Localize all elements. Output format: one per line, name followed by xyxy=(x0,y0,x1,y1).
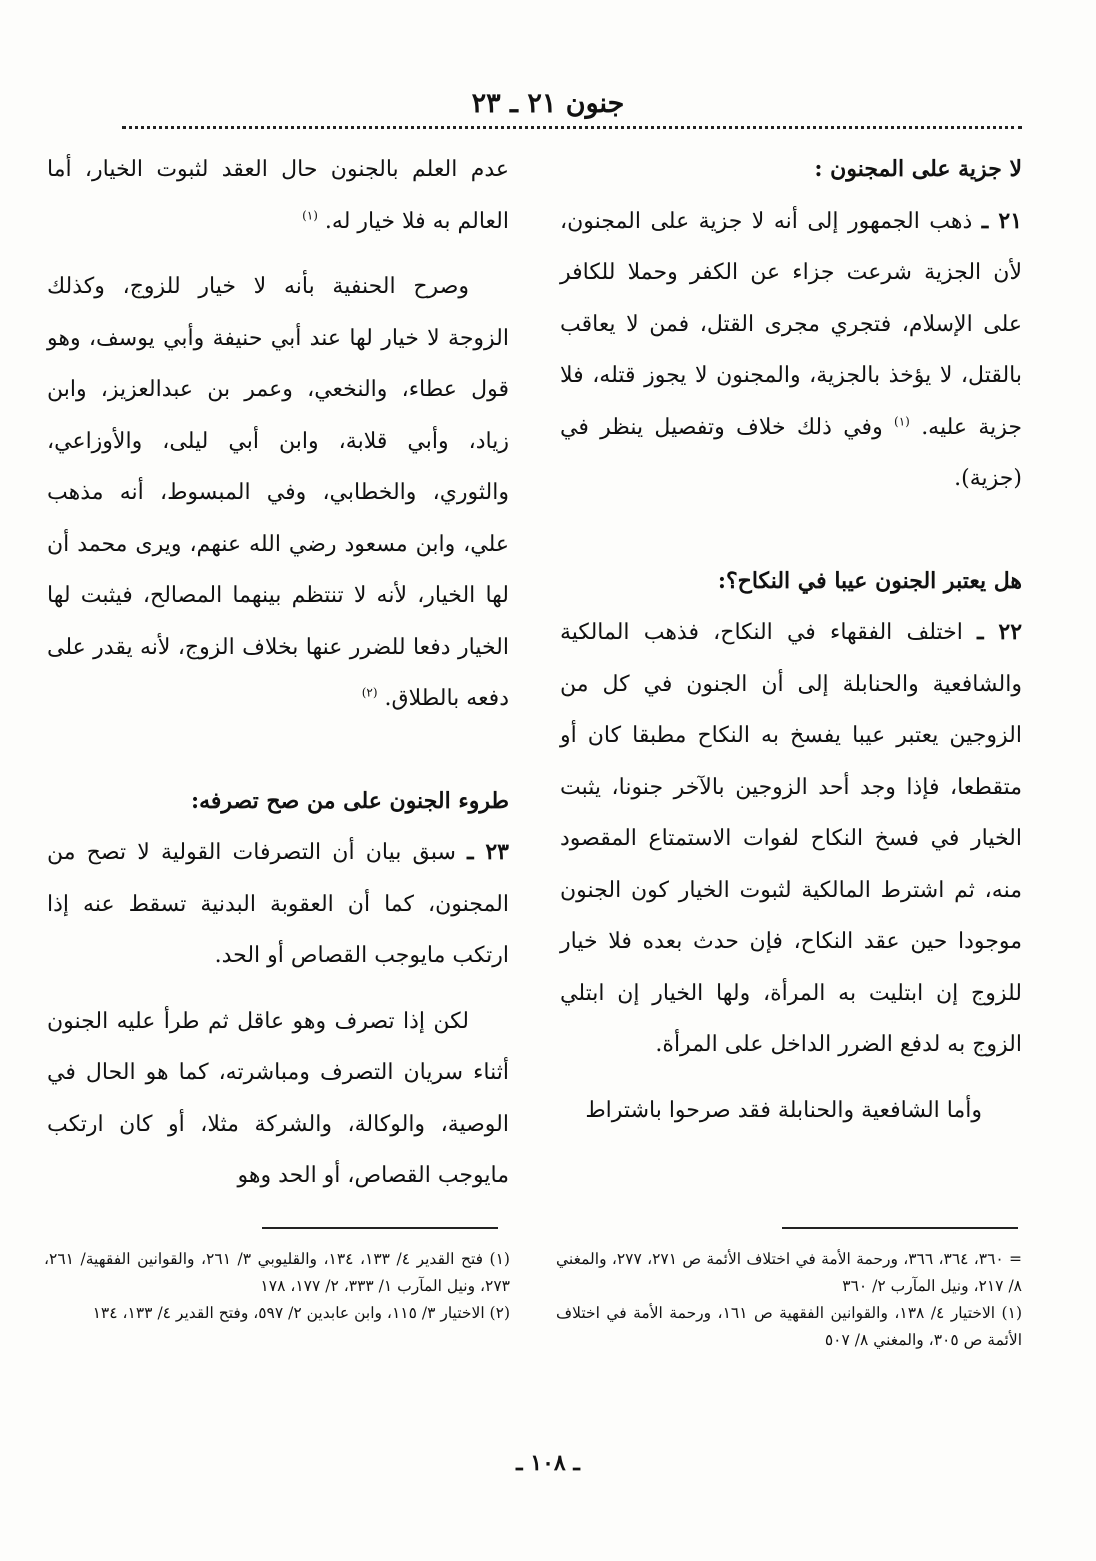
paragraph-22-continued: وأما الشافعية والحنابلة فقد صرحوا باشتراط xyxy=(585,1097,982,1123)
left-column xyxy=(47,144,509,1202)
footnote-ref: (١) xyxy=(302,208,318,223)
footnote-rule-right xyxy=(782,1227,1018,1229)
footnote-rule-left xyxy=(262,1227,498,1229)
page-number: ـ ١٠٨ ـ xyxy=(516,1450,580,1476)
footnote-ref: (١) xyxy=(894,414,910,429)
heading-jizya: لا جزية على المجنون : xyxy=(814,156,1022,182)
paragraph-23-continued: لكن إذا تصرف وهو عاقل ثم طرأ عليه الجنون أثناء سريان التصرف ومباشرته، كما هو الحال في الوصية، والوكالة، والشركة مثلا، أو كان ارتكب مايوجب القصاص، أو الحد وهو xyxy=(47,1008,509,1188)
running-header: جنون ٢١ ـ ٢٣ xyxy=(471,88,625,119)
paragraph-hanafi-text: وصرح الحنفية بأنه لا خيار للزوج، وكذلك الزوجة لا خيار لها عند أبي حنيفة وأبي يوسف، وهو قول عطاء، والنخعي، وعمر بن عبدالعزيز، وابن زياد، وأبي قلابة، وابن أبي ليلى، والأوزاعي، والثوري، والخطابي، وفي المبسوط، أنه مذهب علي، وابن مسعود رضي الله عنهم، ويرى محمد أن لها الخيار، لأنه لا تنتظم بينهما المصالح، فيثبت لها الخيار دفعا للضرر عنها بخلاف الزوج، لأنه يقدر على دفعه بالطلاق. xyxy=(47,274,509,711)
paragraph-number-22: ٢٢ ـ xyxy=(977,619,1023,645)
paragraph-21 xyxy=(560,196,1022,505)
paragraph-continuation xyxy=(47,144,509,247)
heading-marriage-defect: هل يعتبر الجنون عيبا في النكاح؟: xyxy=(717,567,1022,594)
footnotes-left xyxy=(44,1246,510,1327)
paragraph-23 xyxy=(47,827,509,982)
footnote-continuation: = ٣٦٠، ٣٦٤، ٣٦٦، ورحمة الأمة في اختلاف الأئمة ص ٢٧١، ٢٧٧، والمغني ٨/ ٢١٧، ونيل المآرب ٢/ ٣٦٠ xyxy=(556,1250,1023,1295)
footnote-2: (٢) الاختيار ٣/ ١١٥، وابن عابدين ٢/ ٥٩٧، وفتح القدير ٤/ ١٣٣، ١٣٤ xyxy=(92,1304,510,1322)
footnote-ref: (٢) xyxy=(361,685,378,700)
paragraph-22 xyxy=(560,607,1022,1071)
paragraph-hanafi xyxy=(47,261,509,725)
paragraph-21-tail: وفي ذلك خلاف وتفصيل ينظر في (جزية). xyxy=(560,414,1022,491)
paragraph-21-text: ذهب الجمهور إلى أنه لا جزية على المجنون، لأن الجزية شرعت جزاء عن الكفر وحملا للكافر على الإسلام، فتجري مجرى القتل، فمن لا يعاقب بالقتل، لا يؤخذ بالجزية، والمجنون لا يجوز قتله، فلا جزية عليه. xyxy=(560,208,1022,440)
paragraph-number-21: ٢١ ـ xyxy=(981,207,1023,234)
footnote-1: (١) الاختيار ٤/ ١٣٨، والقوانين الفقهية ص ١٦١، ورحمة الأمة في اختلاف الأئمة ص ٣٠٥، والمغني ٨/ ٥٠٧ xyxy=(556,1304,1022,1349)
footnotes-right xyxy=(556,1246,1022,1354)
paragraph-23-text: سبق بيان أن التصرفات القولية لا تصح من المجنون، كما أن العقوبة البدنية تسقط عنه إذا ارتكب مايوجب القصاص أو الحد. xyxy=(47,840,509,968)
paragraph-22-text: اختلف الفقهاء في النكاح، فذهب المالكية والشافعية والحنابلة إلى أن الجنون في كل من الزوجين يعتبر عيبا يفسخ به النكاح مطبقا كان أو متقطعا، فإذا وجد أحد الزوجين بالآخر جنونا، يثبت الخيار في فسخ النكاح لفوات الاستمتاع المقصود منه، ثم اشترط المالكية لثبوت الخيار كون الجنون موجودا حين عقد النكاح، فإن حدث بعده فلا خيار للزوج إن ابتليت به المرأة، ولها الخيار إن ابتلي الزوج به لدفع الضرر الداخل على المرأة. xyxy=(560,620,1022,1057)
paragraph-number-23: ٢٣ ـ xyxy=(467,839,509,865)
footnote-1: (١) فتح القدير ٤/ ١٣٣، ١٣٤، والقليوبي ٣/ ٢٦١، والقوانين الفقهية/ ٢٦١، ٢٧٣، ونيل المآرب ١/ ٣٣٣، ٢/ ١٧٧، ١٧٨ xyxy=(44,1250,510,1295)
header-dotted-rule xyxy=(122,126,1022,129)
paragraph-continuation-text: عدم العلم بالجنون حال العقد لثبوت الخيار، أما العالم به فلا خيار له. xyxy=(47,157,509,234)
right-column xyxy=(560,144,1022,1136)
heading-onset-insanity: طروء الجنون على من صح تصرفه: xyxy=(190,787,509,814)
